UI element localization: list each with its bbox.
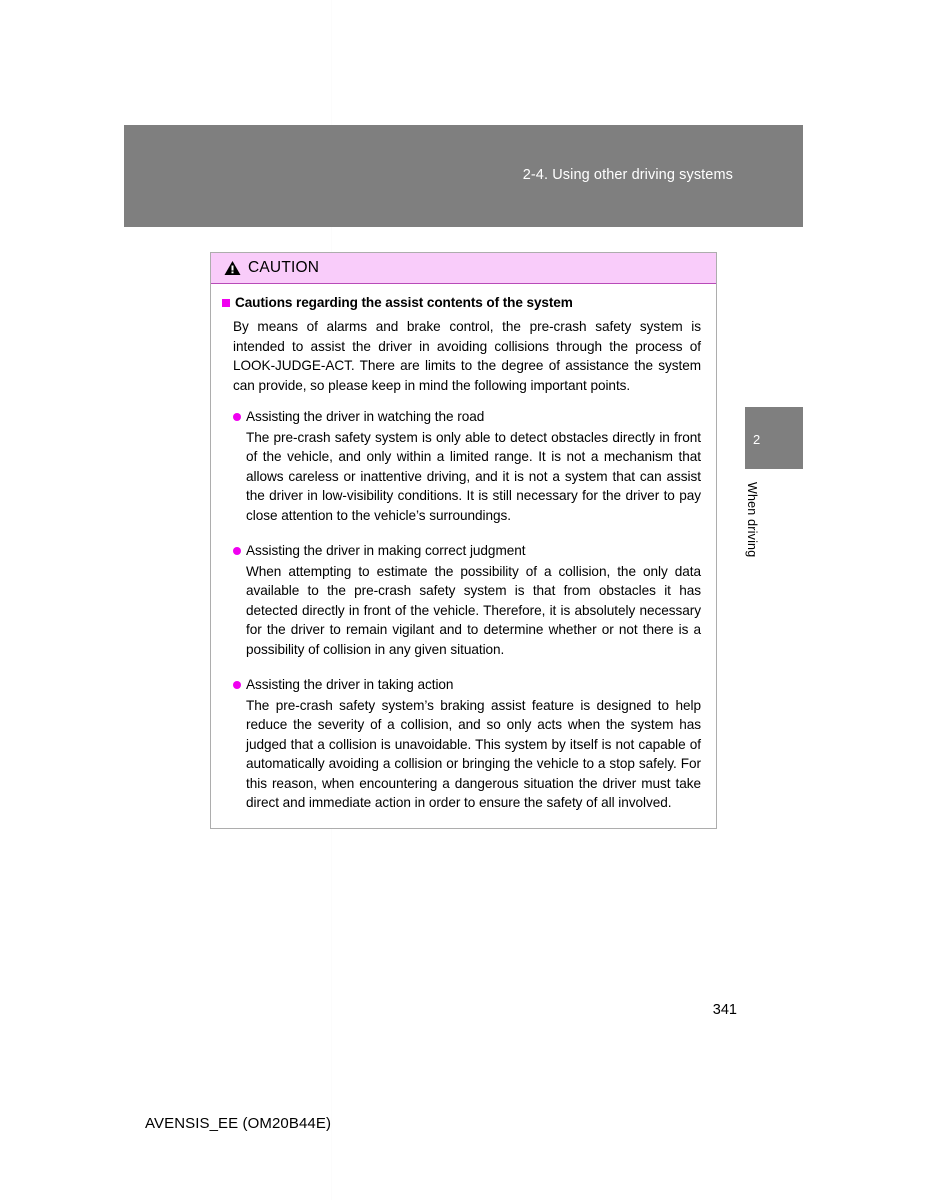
round-bullet-icon (233, 547, 241, 555)
caution-item-body: The pre-crash safety system is only able to detect obstacles directly in front of the vehicle, and only within a limited range. It is not a mechanism that allows careless or inattentive driving, and it is not a system that can assist the driver in low-visibility conditions. It is still necessary for the driver to pay close attention to the vehicle’s surroundings. (246, 429, 701, 523)
caution-item-head (233, 541, 701, 561)
caution-box-header (211, 253, 716, 284)
caution-item (233, 407, 701, 525)
caution-label: CAUTION (248, 259, 320, 276)
caution-item (233, 541, 701, 659)
caution-item (233, 675, 701, 813)
round-bullet-icon (233, 413, 241, 421)
square-bullet-icon (222, 299, 230, 307)
caution-item-body: When attempting to estimate the possibility of a collision, the only data available to the pre-crash safety system is that from obstacles it has detected directly in front of the vehicle. Therefore, it is absolutely necessary for the driver to remain vigilant and to determine whether or not there is a possibility of collision in any given situation. (246, 563, 701, 657)
page-number: 341 (712, 1002, 737, 1018)
caution-heading-row (222, 294, 707, 312)
chapter-tab-label: When driving (745, 482, 759, 558)
caution-item-head (233, 675, 701, 695)
caution-item-body: The pre-crash safety system’s braking assist feature is designed to help reduce the severity of a collision, and so only acts when the system has judged that a collision is unavoidable. This system by itself is not capable of automatically avoiding a collision or bringing the vehicle to a stop safely. For this reason, when encountering a dangerous situation the driver must take direct and immediate action in order to ensure the safety of all involved. (246, 697, 701, 811)
document-code: AVENSIS_EE (OM20B44E) (145, 1115, 332, 1132)
caution-intro-paragraph: By means of alarms and brake control, the pre-crash safety system is intended to assist the driver in avoiding collisions through the process of LOOK-JUDGE-ACT. There are limits to the degree of assistance the system can provide, so please keep in mind the following important points. (233, 319, 701, 393)
caution-heading: Cautions regarding the assist contents of the system (235, 295, 573, 310)
section-header-band (124, 125, 803, 227)
caution-item-title: Assisting the driver in watching the road (246, 409, 485, 425)
caution-item-title: Assisting the driver in taking action (246, 677, 454, 693)
warning-triangle-icon (224, 260, 241, 276)
chapter-tab (745, 407, 803, 469)
caution-box-body (211, 284, 716, 828)
round-bullet-icon (233, 681, 241, 689)
caution-box (210, 252, 717, 829)
caution-item-title: Assisting the driver in making correct judgment (246, 543, 526, 559)
chapter-tab-number: 2 (753, 432, 761, 447)
caution-item-head (233, 407, 701, 427)
section-title: 2-4. Using other driving systems (522, 167, 733, 183)
